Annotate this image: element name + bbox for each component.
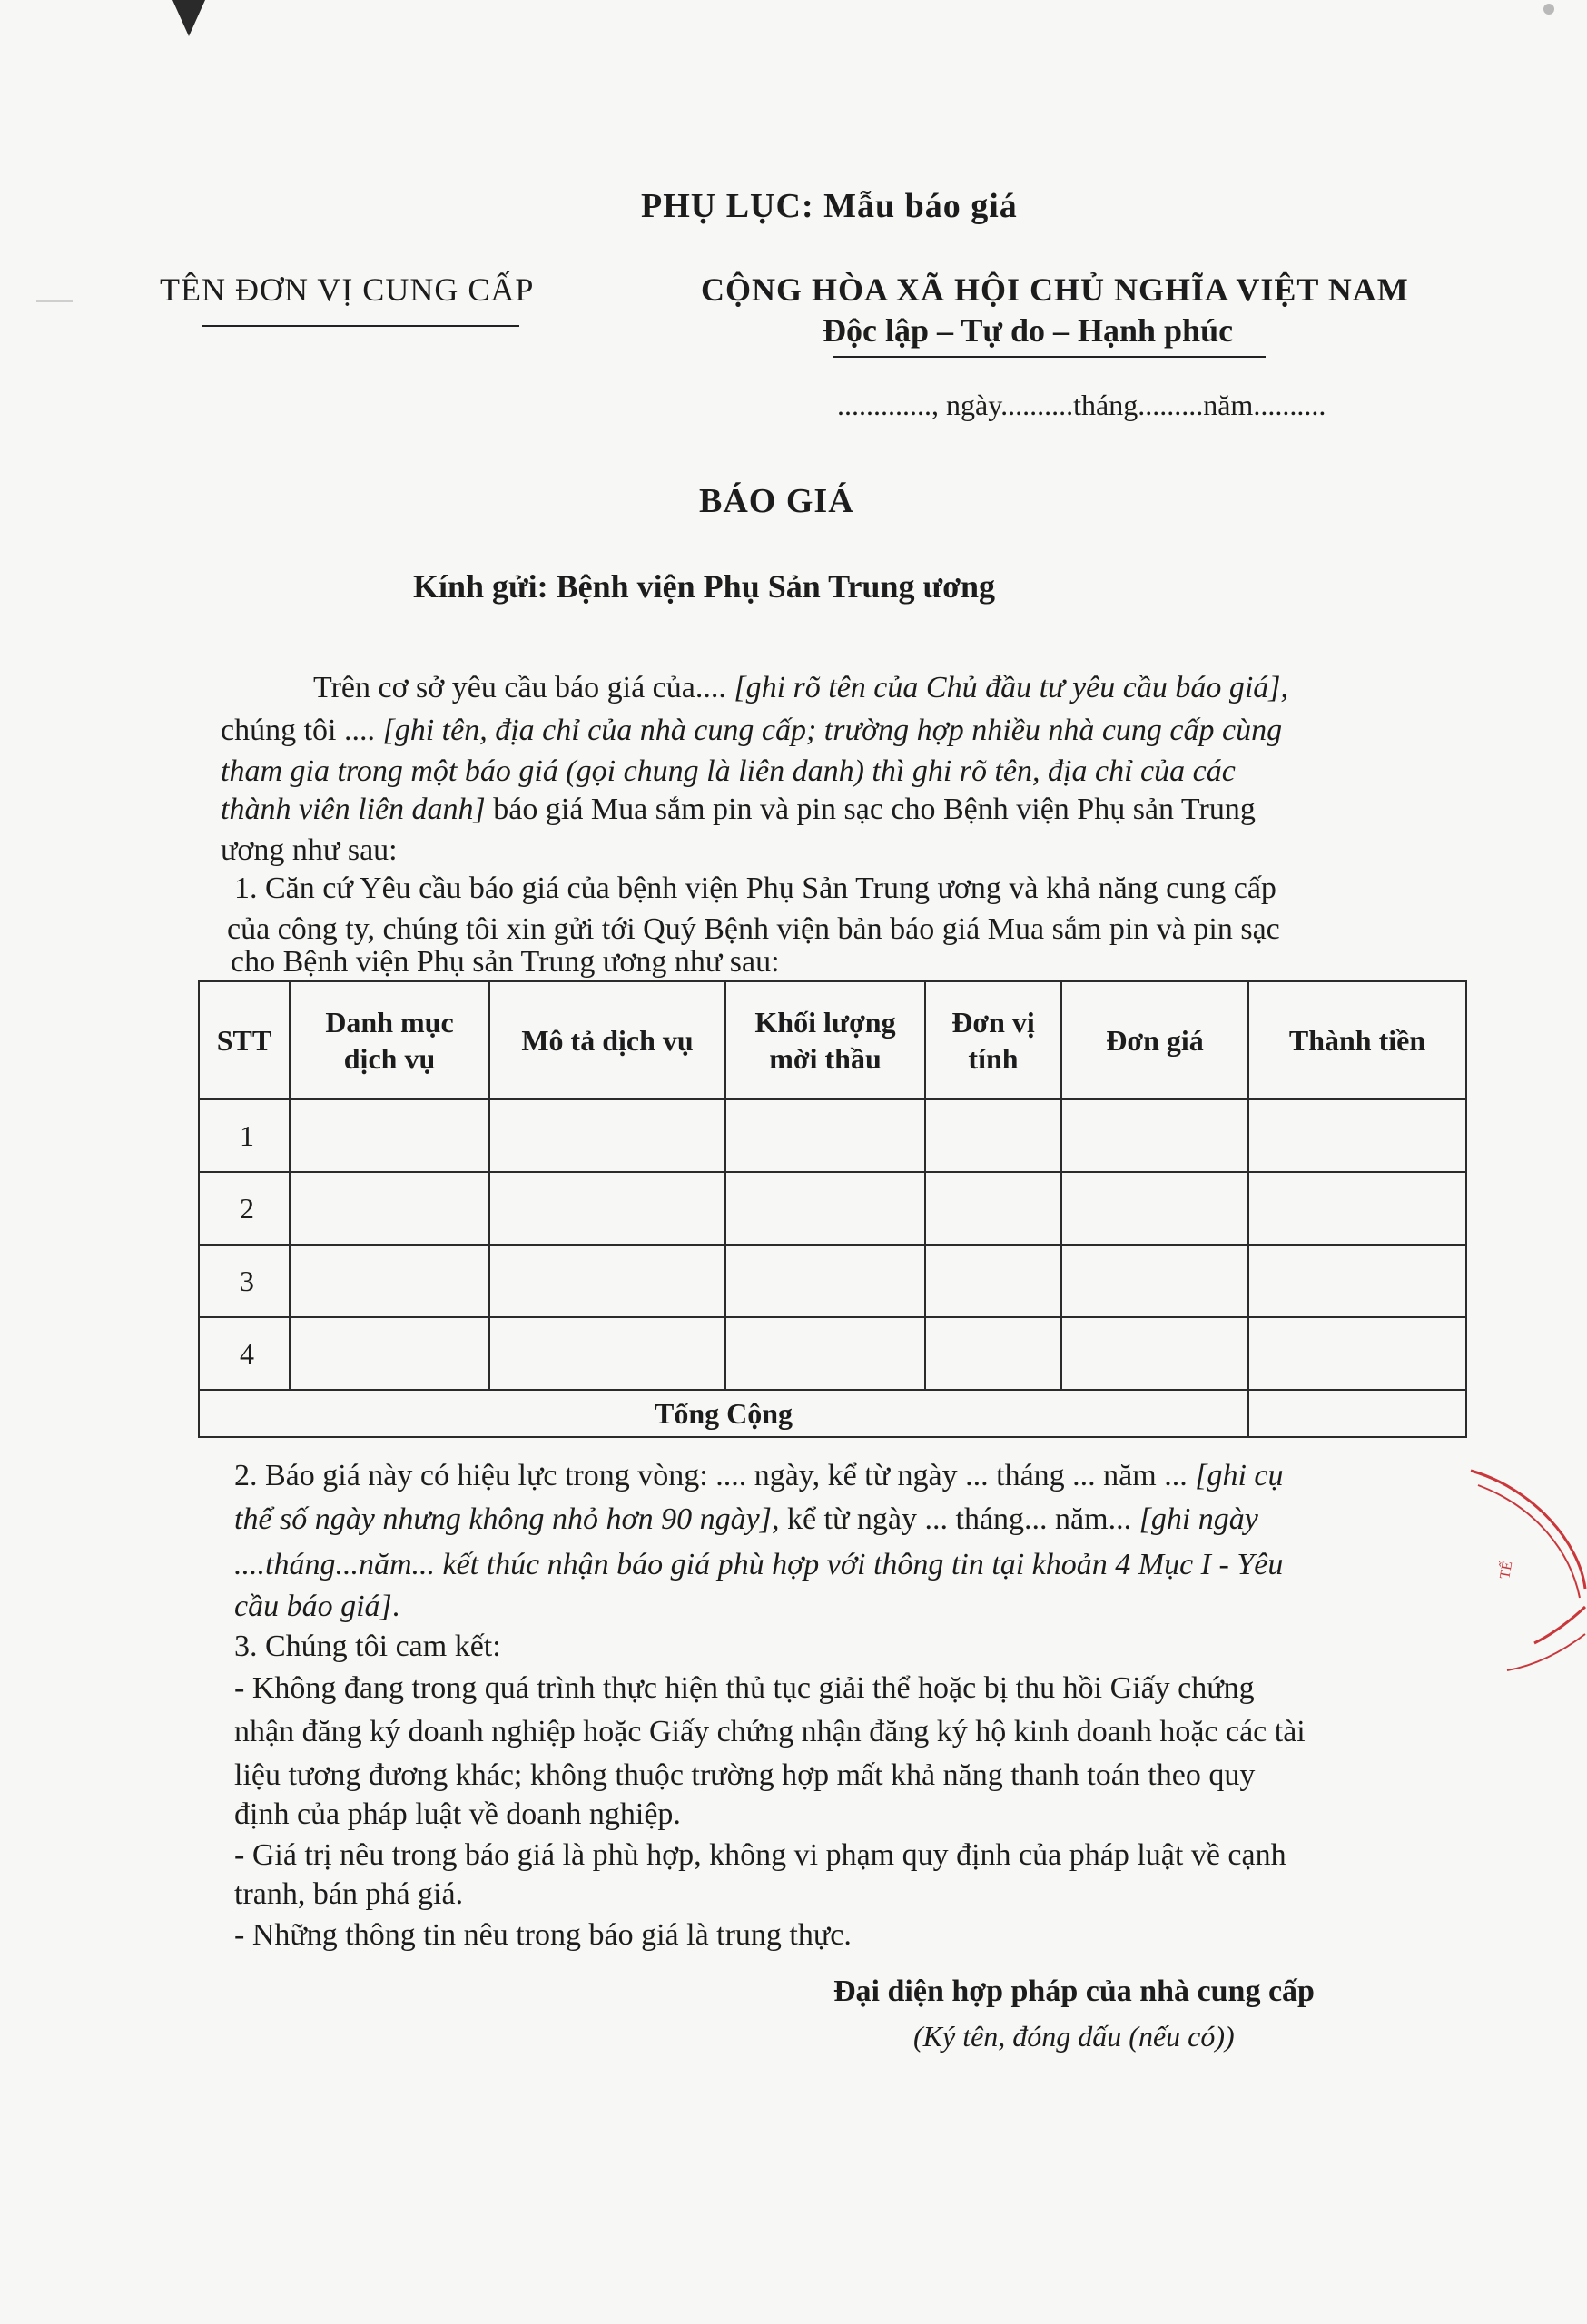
total-amount-cell xyxy=(1248,1390,1466,1437)
scan-dot xyxy=(1543,4,1554,15)
table-cell xyxy=(290,1172,489,1245)
table-row xyxy=(199,1317,1466,1390)
commitment-2-line-1: - Giá trị nêu trong báo giá là phù hợp, không vi phạm quy định của pháp luật về cạnh xyxy=(234,1838,1286,1872)
table-cell xyxy=(1248,1245,1466,1317)
section2-text: , kể từ ngày ... tháng... năm... xyxy=(771,1502,1139,1536)
intro-italic: [ghi rõ tên của Chủ đầu tư yêu cầu báo giá], xyxy=(734,671,1289,704)
table-cell xyxy=(1248,1317,1466,1390)
motto-underline xyxy=(833,356,1266,358)
table-cell xyxy=(1061,1172,1248,1245)
signature-note: (Ký tên, đóng dấu (nếu có)) xyxy=(913,2020,1235,2053)
scan-smudge xyxy=(36,300,73,302)
table-cell xyxy=(1061,1317,1248,1390)
quote-table xyxy=(198,980,1467,1438)
column-header: Đơn vị tính xyxy=(925,981,1061,1099)
intro-line-1 xyxy=(313,666,1288,710)
column-header: Danh mục dịch vụ xyxy=(290,981,489,1099)
table-cell xyxy=(1061,1245,1248,1317)
commitment-1-line-4: định của pháp luật về doanh nghiệp. xyxy=(234,1797,681,1831)
section1-line-1: 1. Căn cứ Yêu cầu báo giá của bệnh viện Phụ Sản Trung ương và khả năng cung cấp xyxy=(234,872,1276,905)
column-header: Mô tả dịch vụ xyxy=(489,981,725,1099)
row-number: 3 xyxy=(199,1245,290,1317)
table-row xyxy=(199,1099,1466,1172)
commitment-1-line-3: liệu tương đương khác; không thuộc trường hợp mất khả năng thanh toán theo quy xyxy=(234,1758,1256,1792)
appendix-title: PHỤ LỤC: Mẫu báo giá xyxy=(641,187,1018,225)
table-cell xyxy=(925,1317,1061,1390)
section2-line-1 xyxy=(234,1454,1284,1498)
table-cell xyxy=(925,1172,1061,1245)
table-row xyxy=(199,1245,1466,1317)
table-cell xyxy=(725,1317,925,1390)
commitment-2-line-2: tranh, bán phá giá. xyxy=(234,1877,464,1911)
table-cell xyxy=(1061,1099,1248,1172)
intro-line-5: ương như sau: xyxy=(221,833,398,867)
section2-italic: cầu báo giá] xyxy=(234,1590,392,1623)
section2-text: 2. Báo giá này có hiệu lực trong vòng: .... ngày, kể từ ngày ... tháng ... năm ... xyxy=(234,1459,1196,1492)
intro-text: báo giá Mua sắm pin và pin sạc cho Bệnh viện Phụ sản Trung xyxy=(485,793,1256,826)
table-cell xyxy=(1248,1099,1466,1172)
signature-title: Đại diện hợp pháp của nhà cung cấp xyxy=(833,1974,1315,2008)
svg-text:TẾ: TẾ xyxy=(1497,1560,1516,1581)
table-cell xyxy=(925,1245,1061,1317)
table-row xyxy=(199,1172,1466,1245)
table-cell xyxy=(489,1172,725,1245)
intro-italic: [ghi tên, địa chỉ của nhà cung cấp; trường hợp nhiều nhà cung cấp cùng xyxy=(382,714,1283,747)
table-cell xyxy=(1248,1172,1466,1245)
section3-heading: 3. Chúng tôi cam kết: xyxy=(234,1630,501,1663)
supplier-name: TÊN ĐƠN VỊ CUNG CẤP xyxy=(160,271,535,308)
commitment-1-line-1: - Không đang trong quá trình thực hiện thủ tục giải thể hoặc bị thu hồi Giấy chứng xyxy=(234,1671,1255,1705)
commitment-1-line-2: nhận đăng ký doanh nghiệp hoặc Giấy chứng nhận đăng ký hộ kinh doanh hoặc các tài xyxy=(234,1715,1306,1748)
table-cell xyxy=(725,1172,925,1245)
document-title: BÁO GIÁ xyxy=(699,482,854,520)
table-cell xyxy=(725,1245,925,1317)
section1-line-3: cho Bệnh viện Phụ sản Trung ương như sau: xyxy=(231,945,780,979)
table-cell xyxy=(925,1099,1061,1172)
intro-text: Trên cơ sở yêu cầu báo giá của.... xyxy=(313,671,734,704)
national-motto: Độc lập – Tự do – Hạnh phúc xyxy=(823,312,1234,349)
section2-italic: [ghi ngày xyxy=(1138,1502,1258,1536)
recipient-line: Kính gửi: Bệnh viện Phụ Sản Trung ương xyxy=(413,568,996,605)
supplier-underline xyxy=(202,325,519,327)
table-cell xyxy=(290,1245,489,1317)
total-label: Tổng Cộng xyxy=(199,1390,1248,1437)
section2-line-4 xyxy=(234,1585,399,1629)
place-date: ............., ngày..........tháng.........năm.......... xyxy=(837,389,1326,421)
table-cell xyxy=(725,1099,925,1172)
table-cell xyxy=(489,1317,725,1390)
country-name: CỘNG HÒA XÃ HỘI CHỦ NGHĨA VIỆT NAM xyxy=(701,271,1409,308)
table-cell xyxy=(489,1099,725,1172)
column-header: Đơn giá xyxy=(1061,981,1248,1099)
table-cell xyxy=(290,1099,489,1172)
column-header: Khối lượng mời thầu xyxy=(725,981,925,1099)
intro-line-2 xyxy=(221,709,1282,753)
intro-italic: thành viên liên danh] xyxy=(221,793,486,826)
intro-line-4 xyxy=(221,788,1256,832)
column-header: STT xyxy=(199,981,290,1099)
section2-line-3: ....tháng...năm... kết thúc nhận báo giá phù hợp với thông tin tại khoản 4 Mục I - Yêu xyxy=(234,1548,1284,1581)
scan-corner-mark xyxy=(172,0,205,36)
table-cell xyxy=(489,1245,725,1317)
table-header-row xyxy=(199,981,1466,1099)
section2-italic: [ghi cụ xyxy=(1195,1459,1284,1492)
section2-italic: thể số ngày nhưng không nhỏ hơn 90 ngày] xyxy=(234,1502,772,1536)
intro-line-3: tham gia trong một báo giá (gọi chung là liên danh) thì ghi rõ tên, địa chỉ của các xyxy=(221,754,1236,788)
red-stamp-partial xyxy=(1453,1452,1587,1689)
row-number: 1 xyxy=(199,1099,290,1172)
section1-line-2: của công ty, chúng tôi xin gửi tới Quý Bệnh viện bản báo giá Mua sắm pin và pin sạc xyxy=(227,912,1280,946)
row-number: 2 xyxy=(199,1172,290,1245)
commitment-3-line-1: - Những thông tin nêu trong báo giá là trung thực. xyxy=(234,1918,852,1952)
section2-line-2 xyxy=(234,1498,1258,1541)
section2-text: . xyxy=(391,1590,400,1623)
total-row xyxy=(199,1390,1466,1437)
intro-text: chúng tôi .... xyxy=(221,714,383,747)
table-cell xyxy=(290,1317,489,1390)
column-header: Thành tiền xyxy=(1248,981,1466,1099)
row-number: 4 xyxy=(199,1317,290,1390)
